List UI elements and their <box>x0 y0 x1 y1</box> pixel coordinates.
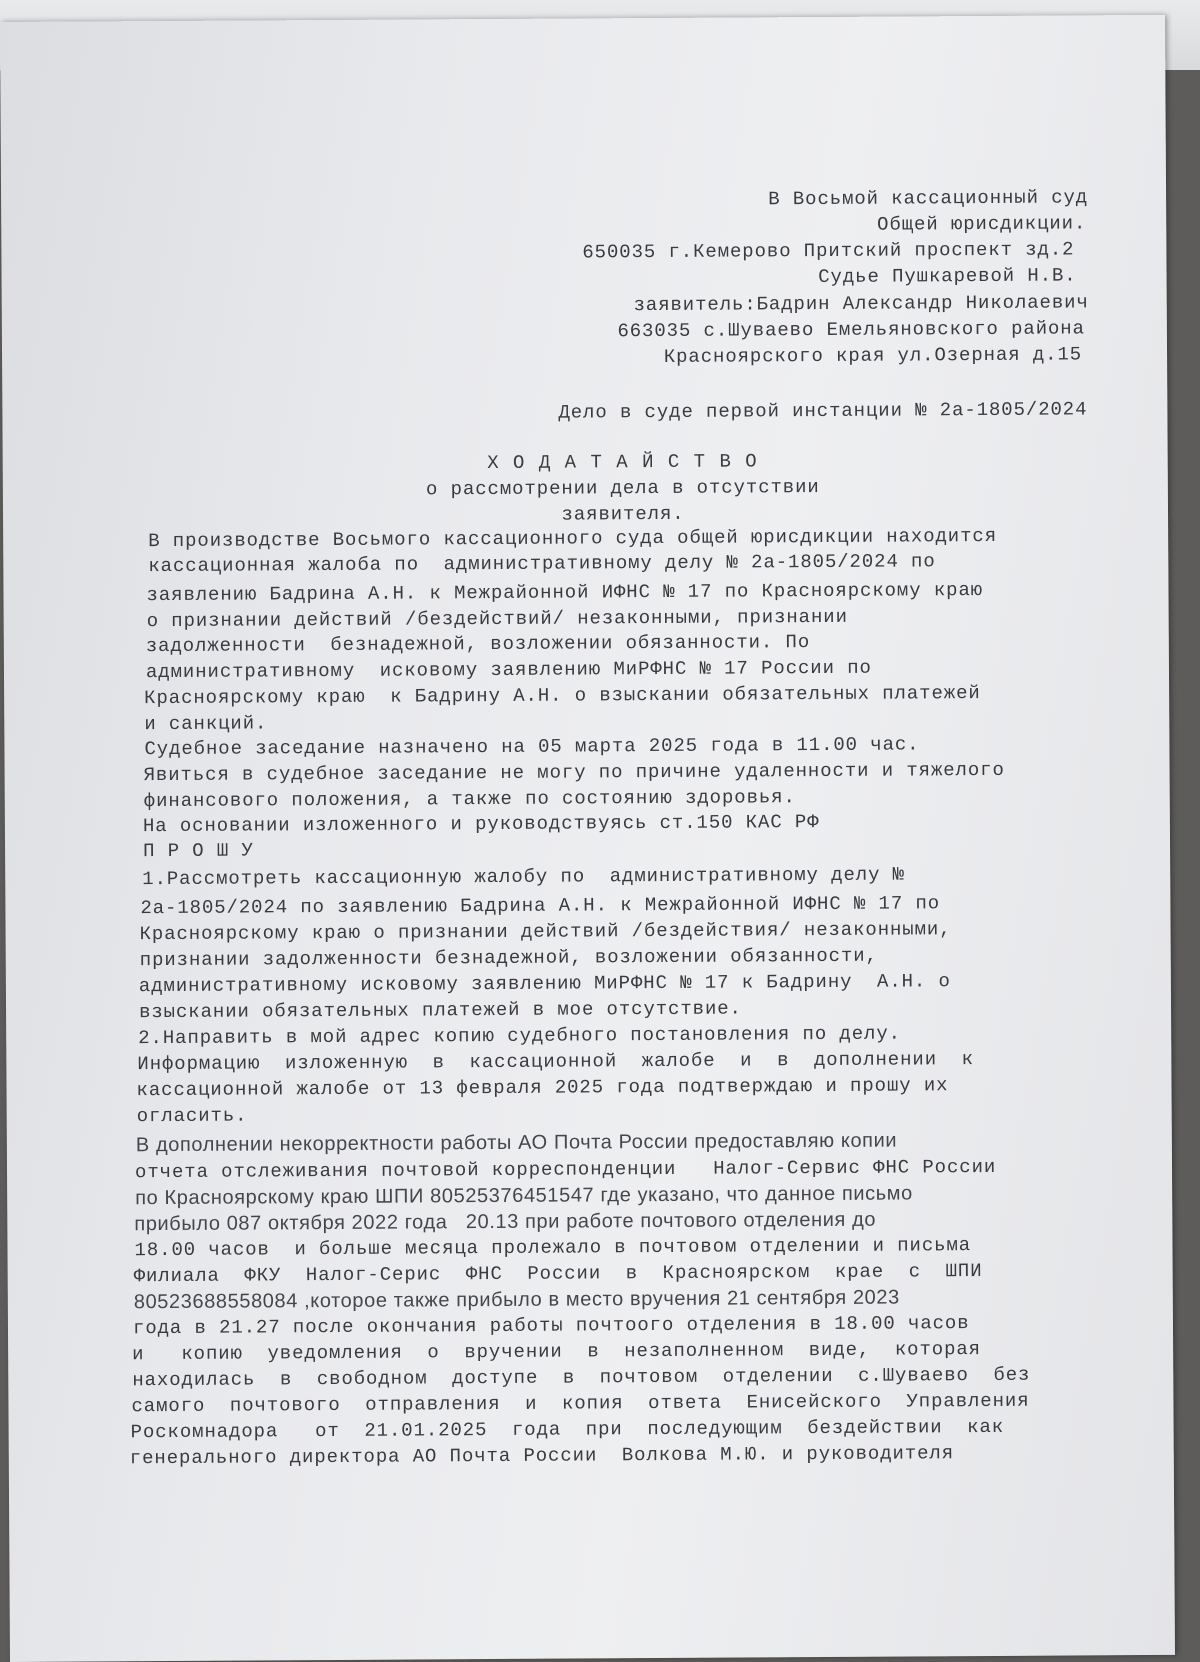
body-line: административному исковому заявлению МиРФНС № 17 к Бадрину А.Н. о <box>138 970 951 998</box>
body-line: Красноярскому краю о признании действий /бездействия/ незаконными, <box>139 918 952 946</box>
body-line: о признании действий /бездействий/ незаконными, признании <box>146 605 848 633</box>
body-line: года в 21.27 после окончания работы почтоого отделения в 18.00 часов <box>132 1312 970 1340</box>
header-line: 663035 с.Шуваево Емельяновского района <box>617 317 1085 343</box>
body-line: взыскании обязательных платежей в мое отсутствие. <box>138 997 742 1024</box>
body-line: признании задолженности безнадежной, возложении обязанности, <box>139 944 878 972</box>
body-line: огласить. <box>136 1104 248 1128</box>
body-line: кассационная жалоба по административному делу № 2а-1805/2024 по <box>148 550 936 578</box>
document-title: Х О Д А Т А Й С Т В О <box>487 450 759 475</box>
body-line: 1.Рассмотреть кассационную жалобу по административному делу № <box>142 863 906 891</box>
body-line: задолженности безнадежной, возложении обязанности. По <box>145 631 811 658</box>
body-line: отчета отслеживания почтовой корреспонденции Налог-Сервис ФНС России <box>134 1155 997 1184</box>
body-line: Филиала ФКУ Налог-Серис ФНС России в Красноярском крае с ШПИ <box>133 1260 983 1288</box>
body-line: 2а-1805/2024 по заявлению Бадрина А.Н. к Межрайонной ИФНС № 17 по <box>140 892 941 920</box>
header-line: Судье Пушкаревой Н.В. <box>818 264 1077 289</box>
body-line: Роскомнадора от 21.01.2025 года при последующим бездействии как <box>130 1415 1005 1444</box>
body-line: находилась в свободном доступе в почтовом отделении с.Шуваево без <box>132 1363 1031 1392</box>
body-line: Явиться в судебное заседание не могу по причине удаленности и тяжелого <box>143 758 1005 787</box>
body-line: самого почтового отправления и копия ответа Енисейского Управления <box>131 1389 1030 1418</box>
body-line: заявлению Бадрина А.Н. к Межрайонной ИФНС № 17 по Красноярскому краю <box>146 579 984 607</box>
body-line: кассационной жалобе от 13 февраля 2025 года подтверждаю и прошу их <box>136 1074 949 1102</box>
body-line: и копию уведомления о вручении в незаполненном виде, которая <box>132 1338 982 1366</box>
header-line: заявитель:Бадрин Александр Николаевич <box>633 291 1089 317</box>
header-line: 650035 г.Кемерово Притский проспект зд.2 <box>582 238 1075 264</box>
body-line: 18.00 часов и больше месяца пролежало в почтовом отделении и письма <box>134 1234 972 1262</box>
body-line: 80523688558084 ,которое также прибыло в место вручения 21 сентября 2023 <box>133 1286 900 1314</box>
body-line: генерального директора АО Почта России Волкова М.Ю. и руководителя <box>129 1442 955 1470</box>
document-subtitle-2: заявителя. <box>561 502 685 526</box>
body-line: прибыло 087 октября 2022 года 20.13 при работе почтового отделения до <box>134 1208 877 1236</box>
body-line: административному исковому заявлению МиРФНС № 17 России по <box>145 656 872 684</box>
header-line: Общей юрисдикции. <box>877 212 1087 236</box>
body-line: В дополнении некорректности работы АО Почта России предоставляю копии <box>135 1129 898 1157</box>
document-subtitle: о рассмотрении дела в отсутствии <box>425 476 820 501</box>
body-line: 2.Направить в мой адрес копию судебного постановления по делу. <box>138 1022 901 1050</box>
header-line: В Восьмой кассационный суд <box>768 186 1089 211</box>
body-line: В производстве Восьмого кассационного суда общей юрисдикции находится <box>148 524 998 553</box>
body-line: Судебное заседание назначено на 05 марта 2025 года в 11.00 час. <box>144 733 920 761</box>
header-line: Красноярского края ул.Озерная д.15 <box>663 343 1083 368</box>
body-line: На основании изложенного и руководствуясь ст.150 КАС РФ <box>142 811 820 838</box>
body-line: Красноярскому краю к Бадрину А.Н. о взыскании обязательных платежей <box>144 682 981 710</box>
body-line: и санкций. <box>144 712 268 736</box>
body-line: по Красноярскому краю ШПИ 80525376451547 где указано, что данное письмо <box>135 1182 913 1210</box>
case-number: Дело в суде первой инстанции № 2а-1805/2024 <box>558 398 1088 424</box>
body-line: финансового положения, а также по состоянию здоровья. <box>143 786 796 813</box>
body-line: Информацию изложенную в кассационной жалобе и в дополнении к <box>137 1048 974 1076</box>
document-page <box>0 15 1175 1662</box>
request-heading: П Р О Ш У <box>143 839 254 863</box>
